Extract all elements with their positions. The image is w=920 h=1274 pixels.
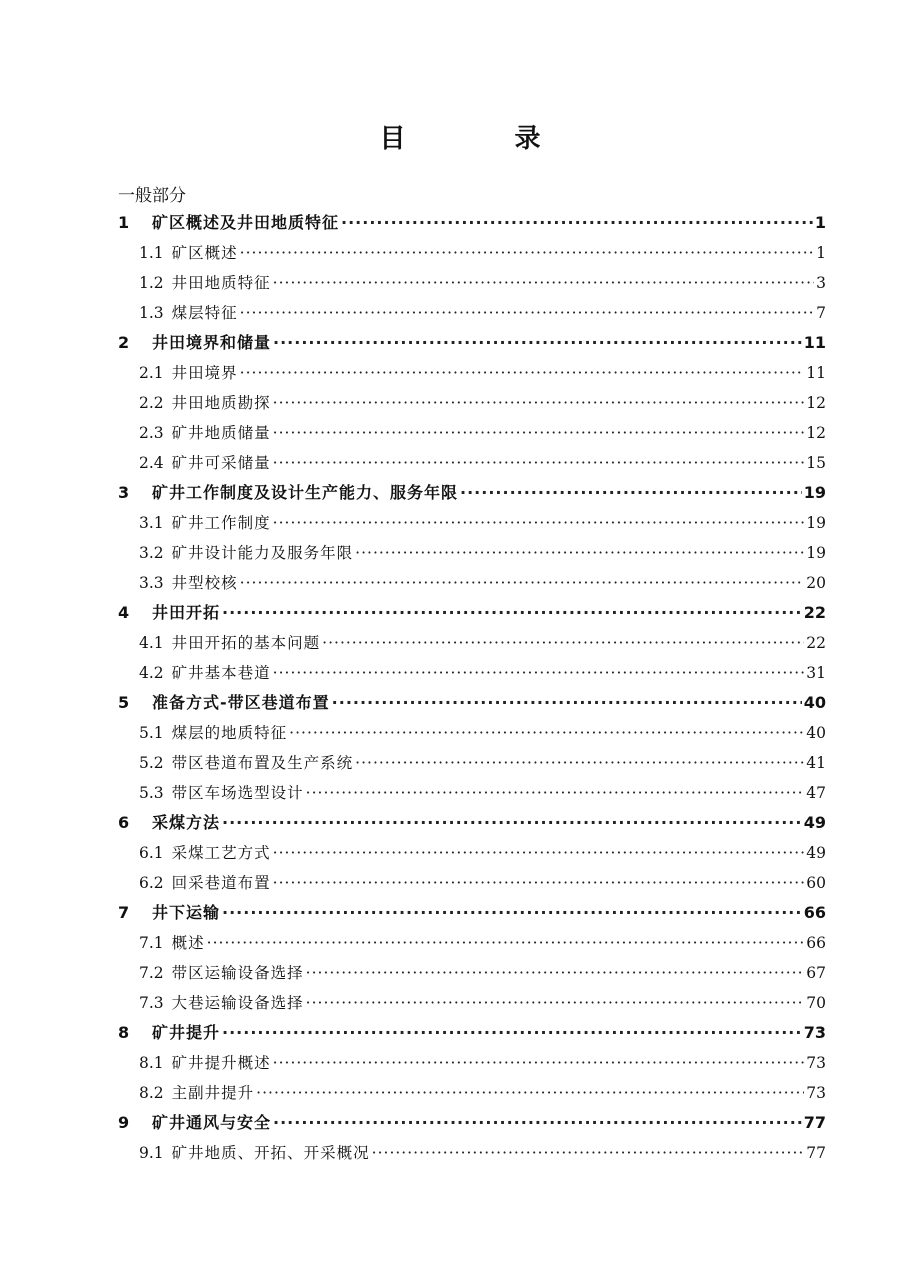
toc-entry-number: 7 bbox=[118, 903, 130, 922]
toc-entry-number: 3 bbox=[118, 483, 130, 502]
toc-page-number: 73 bbox=[806, 1084, 826, 1102]
toc-dot-leader bbox=[273, 418, 805, 448]
toc-section-entry[interactable] bbox=[118, 928, 826, 958]
toc-dot-leader bbox=[306, 778, 805, 808]
toc-page-number: 15 bbox=[806, 454, 826, 472]
toc-page-number: 47 bbox=[806, 784, 826, 802]
toc-section-entry[interactable] bbox=[118, 538, 826, 568]
toc-dot-leader bbox=[222, 808, 802, 838]
toc-page-number: 22 bbox=[806, 634, 826, 652]
toc-page-number: 73 bbox=[806, 1054, 826, 1072]
toc-entry-title: 采煤方法 bbox=[152, 813, 221, 832]
toc-section-entry[interactable] bbox=[118, 1138, 826, 1168]
toc-entry-title: 煤层特征 bbox=[171, 304, 238, 322]
toc-dot-leader bbox=[273, 508, 805, 538]
toc-section-entry[interactable] bbox=[118, 838, 826, 868]
toc-entry-title: 概述 bbox=[171, 934, 205, 952]
toc-page-number: 70 bbox=[806, 994, 826, 1012]
toc-section-entry[interactable] bbox=[118, 238, 826, 268]
toc-section-entry[interactable] bbox=[118, 1048, 826, 1078]
toc-entry-number: 2 bbox=[118, 333, 130, 352]
toc-section-entry[interactable] bbox=[118, 1078, 826, 1108]
toc-entry-number: 4 bbox=[118, 603, 130, 622]
toc-page-number: 12 bbox=[806, 424, 826, 442]
toc-dot-leader bbox=[240, 568, 805, 598]
toc-section-entry[interactable] bbox=[118, 568, 826, 598]
toc-entry-title: 煤层的地质特征 bbox=[171, 724, 288, 742]
toc-dot-leader bbox=[256, 1078, 804, 1108]
toc-section-entry[interactable] bbox=[118, 958, 826, 988]
toc-entry-number: 2.3 bbox=[139, 424, 164, 442]
toc-entry-number: 8.1 bbox=[139, 1054, 164, 1072]
toc-dot-leader bbox=[460, 478, 802, 508]
toc-dot-leader bbox=[341, 208, 813, 238]
toc-entry-title: 采煤工艺方式 bbox=[171, 844, 271, 862]
toc-entry-number: 4.2 bbox=[139, 664, 164, 682]
toc-dot-leader bbox=[355, 538, 804, 568]
toc-entry-title: 矿井工作制度 bbox=[171, 514, 271, 532]
table-of-contents bbox=[118, 208, 826, 1168]
toc-page-number: 11 bbox=[806, 364, 826, 382]
toc-section-entry[interactable] bbox=[118, 358, 826, 388]
toc-entry-number: 1.2 bbox=[139, 274, 164, 292]
toc-entry-title: 井田开拓的基本问题 bbox=[171, 634, 321, 652]
toc-entry-number: 6.2 bbox=[139, 874, 164, 892]
toc-entry-number: 3.2 bbox=[139, 544, 164, 562]
toc-entry-number: 3.1 bbox=[139, 514, 164, 532]
toc-dot-leader bbox=[306, 988, 805, 1018]
toc-entry-title: 矿井通风与安全 bbox=[152, 1113, 272, 1132]
toc-page-number: 1 bbox=[816, 244, 826, 262]
toc-section-entry[interactable] bbox=[118, 298, 826, 328]
toc-entry-title: 矿井设计能力及服务年限 bbox=[171, 544, 354, 562]
toc-section-entry[interactable] bbox=[118, 988, 826, 1018]
toc-page-number: 49 bbox=[803, 813, 826, 832]
toc-entry-title: 矿区概述 bbox=[171, 244, 238, 262]
toc-page-number: 31 bbox=[806, 664, 826, 682]
toc-entry-number: 7.3 bbox=[139, 994, 164, 1012]
toc-chapter-entry[interactable] bbox=[118, 478, 826, 508]
page-title: 目 录 bbox=[379, 124, 591, 154]
toc-section-entry[interactable] bbox=[118, 718, 826, 748]
toc-entry-title: 带区车场选型设计 bbox=[171, 784, 304, 802]
toc-entry-number: 8 bbox=[118, 1023, 130, 1042]
toc-section-entry[interactable] bbox=[118, 268, 826, 298]
toc-entry-title: 回采巷道布置 bbox=[171, 874, 271, 892]
toc-dot-leader bbox=[273, 388, 805, 418]
toc-section-entry[interactable] bbox=[118, 418, 826, 448]
toc-entry-title: 矿井提升概述 bbox=[171, 1054, 271, 1072]
toc-dot-leader bbox=[306, 958, 805, 988]
toc-page-number: 40 bbox=[803, 693, 826, 712]
toc-entry-number: 5.2 bbox=[139, 754, 164, 772]
toc-dot-leader bbox=[222, 1018, 802, 1048]
section-label: 一般部分 bbox=[118, 186, 186, 206]
toc-entry-number: 8.2 bbox=[139, 1084, 164, 1102]
toc-dot-leader bbox=[273, 328, 802, 358]
toc-page-number: 7 bbox=[816, 304, 826, 322]
toc-dot-leader bbox=[273, 658, 805, 688]
toc-chapter-entry[interactable] bbox=[118, 808, 826, 838]
toc-page-number: 66 bbox=[806, 934, 826, 952]
toc-section-entry[interactable] bbox=[118, 448, 826, 478]
toc-entry-title: 矿井基本巷道 bbox=[171, 664, 271, 682]
toc-page-number: 73 bbox=[803, 1023, 826, 1042]
toc-dot-leader bbox=[240, 358, 805, 388]
toc-entry-number: 2.2 bbox=[139, 394, 164, 412]
toc-page-number: 1 bbox=[814, 213, 826, 232]
toc-section-entry[interactable] bbox=[118, 658, 826, 688]
toc-chapter-entry[interactable] bbox=[118, 208, 826, 238]
toc-page-number: 40 bbox=[806, 724, 826, 742]
toc-entry-title: 带区巷道布置及生产系统 bbox=[171, 754, 354, 772]
toc-section-entry[interactable] bbox=[118, 748, 826, 778]
toc-entry-title: 井型校核 bbox=[171, 574, 238, 592]
toc-dot-leader bbox=[273, 868, 805, 898]
toc-chapter-entry[interactable] bbox=[118, 598, 826, 628]
toc-entry-title: 主副井提升 bbox=[171, 1084, 255, 1102]
toc-section-entry[interactable] bbox=[118, 508, 826, 538]
toc-page-number: 77 bbox=[806, 1144, 826, 1162]
toc-page-number: 77 bbox=[803, 1113, 826, 1132]
toc-chapter-entry[interactable] bbox=[118, 688, 826, 718]
toc-page-number: 60 bbox=[806, 874, 826, 892]
toc-dot-leader bbox=[240, 298, 814, 328]
toc-entry-title: 矿井工作制度及设计生产能力、服务年限 bbox=[152, 483, 459, 502]
toc-dot-leader bbox=[207, 928, 805, 958]
toc-dot-leader bbox=[355, 748, 804, 778]
toc-entry-number: 4.1 bbox=[139, 634, 164, 652]
toc-entry-number: 3.3 bbox=[139, 574, 164, 592]
toc-page-number: 11 bbox=[803, 333, 826, 352]
toc-dot-leader bbox=[322, 628, 804, 658]
toc-dot-leader bbox=[289, 718, 804, 748]
toc-dot-leader bbox=[332, 688, 802, 718]
toc-section-entry[interactable] bbox=[118, 778, 826, 808]
toc-dot-leader bbox=[273, 1108, 802, 1138]
toc-entry-number: 2.4 bbox=[139, 454, 164, 472]
toc-entry-title: 井下运输 bbox=[152, 903, 221, 922]
toc-dot-leader bbox=[273, 1048, 805, 1078]
toc-page-number: 19 bbox=[806, 514, 826, 532]
toc-entry-number: 1 bbox=[118, 213, 130, 232]
toc-chapter-entry[interactable] bbox=[118, 1018, 826, 1048]
toc-page-number: 41 bbox=[806, 754, 826, 772]
toc-entry-number: 7.2 bbox=[139, 964, 164, 982]
toc-entry-number: 6.1 bbox=[139, 844, 164, 862]
toc-entry-title: 矿井地质、开拓、开采概况 bbox=[171, 1144, 370, 1162]
toc-entry-number: 1.3 bbox=[139, 304, 164, 322]
toc-section-entry[interactable] bbox=[118, 388, 826, 418]
toc-entry-title: 井田地质特征 bbox=[171, 274, 271, 292]
toc-page-number: 19 bbox=[803, 483, 826, 502]
toc-entry-number: 9 bbox=[118, 1113, 130, 1132]
toc-section-entry[interactable] bbox=[118, 628, 826, 658]
toc-entry-title: 井田境界 bbox=[171, 364, 238, 382]
toc-page-number: 3 bbox=[816, 274, 826, 292]
toc-chapter-entry[interactable] bbox=[118, 1108, 826, 1138]
toc-page-number: 12 bbox=[806, 394, 826, 412]
toc-dot-leader bbox=[222, 598, 802, 628]
toc-page-number: 66 bbox=[803, 903, 826, 922]
toc-section-entry[interactable] bbox=[118, 868, 826, 898]
toc-page-number: 49 bbox=[806, 844, 826, 862]
toc-entry-title: 井田开拓 bbox=[152, 603, 221, 622]
toc-entry-title: 矿区概述及井田地质特征 bbox=[152, 213, 340, 232]
toc-entry-title: 井田境界和储量 bbox=[152, 333, 272, 352]
toc-entry-number: 6 bbox=[118, 813, 130, 832]
toc-dot-leader bbox=[240, 238, 814, 268]
toc-page-number: 20 bbox=[806, 574, 826, 592]
toc-entry-title: 矿井提升 bbox=[152, 1023, 221, 1042]
toc-entry-number: 5.3 bbox=[139, 784, 164, 802]
toc-chapter-entry[interactable] bbox=[118, 328, 826, 358]
toc-dot-leader bbox=[222, 898, 802, 928]
toc-page-number: 22 bbox=[803, 603, 826, 622]
toc-entry-title: 井田地质勘探 bbox=[171, 394, 271, 412]
toc-entry-number: 2.1 bbox=[139, 364, 164, 382]
toc-page-number: 67 bbox=[806, 964, 826, 982]
toc-entry-number: 1.1 bbox=[139, 244, 164, 262]
toc-entry-number: 5 bbox=[118, 693, 130, 712]
toc-entry-number: 7.1 bbox=[139, 934, 164, 952]
toc-entry-number: 5.1 bbox=[139, 724, 164, 742]
toc-chapter-entry[interactable] bbox=[118, 898, 826, 928]
toc-entry-title: 准备方式-带区巷道布置 bbox=[152, 693, 330, 712]
toc-entry-number: 9.1 bbox=[139, 1144, 164, 1162]
toc-dot-leader bbox=[273, 838, 805, 868]
toc-dot-leader bbox=[273, 268, 814, 298]
toc-dot-leader bbox=[372, 1138, 805, 1168]
toc-entry-title: 矿井可采储量 bbox=[171, 454, 271, 472]
toc-entry-title: 矿井地质储量 bbox=[171, 424, 271, 442]
toc-entry-title: 带区运输设备选择 bbox=[171, 964, 304, 982]
toc-entry-title: 大巷运输设备选择 bbox=[171, 994, 304, 1012]
toc-page-number: 19 bbox=[806, 544, 826, 562]
toc-dot-leader bbox=[273, 448, 805, 478]
